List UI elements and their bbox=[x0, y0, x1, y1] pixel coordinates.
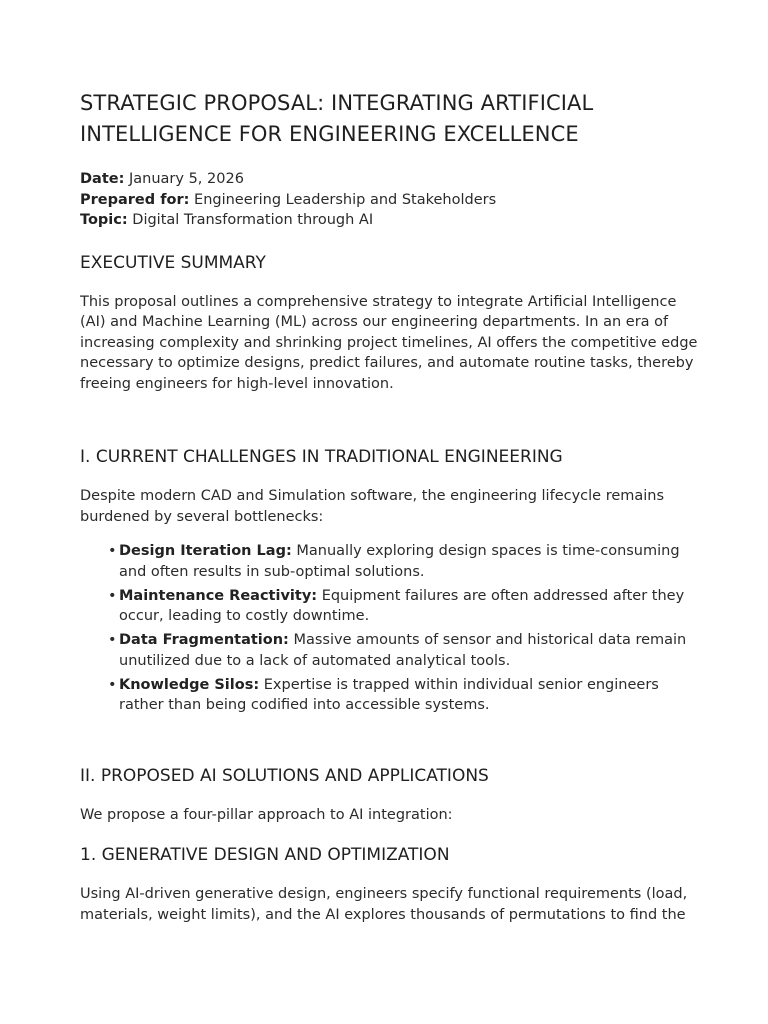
meta-label: Date: bbox=[80, 171, 125, 187]
executive-summary-body: This proposal outlines a comprehensive strategy to integrate Artificial Intelligence (AI) and Machine Learning (ML) across our engineering departments. In an era of increasing complexity and shrinking project timelines, AI offers the competitive edge necessary to optimize designs, predict failures, and automate routine tasks, thereby freeing engineers for high-level innovation. bbox=[80, 293, 698, 392]
section-1-heading: I. CURRENT CHALLENGES IN TRADITIONAL ENGINEERING bbox=[80, 447, 563, 467]
section-2-heading: II. PROPOSED AI SOLUTIONS AND APPLICATIONS bbox=[80, 765, 489, 786]
list-item-term: Knowledge Silos: bbox=[119, 676, 260, 693]
section-1-intro: Despite modern CAD and Simulation software, the engineering lifecycle remains burdened by several bottlenecks: bbox=[80, 488, 665, 525]
subsection-1-body: Using AI-driven generative design, engineers specify functional requirements (load, materials, weight limits), and the AI explores thousands of permutations to find the bbox=[80, 886, 688, 923]
list-item-text: Equipment failures are often addressed after they occur, leading to costly downtime. bbox=[119, 587, 685, 624]
list-item-term: Design Iteration Lag: bbox=[119, 543, 292, 559]
list-item-term: Maintenance Reactivity: bbox=[119, 587, 318, 604]
meta-value: Digital Transformation through AI bbox=[132, 212, 374, 228]
meta-label: Prepared for: bbox=[80, 191, 190, 208]
list-item-text: Expertise is trapped within individual senior engineers rather than being codified into accessible systems. bbox=[119, 676, 659, 713]
meta-value: January 5, 2026 bbox=[129, 171, 244, 187]
list-item: • Maintenance Reactivity: Equipment failures are often addressed after they occur, leading to costly downtime. bbox=[108, 587, 685, 624]
list-item: • Data Fragmentation: Massive amounts of sensor and historical data remain unutilized due to a lack of automated analytical tools. bbox=[108, 632, 687, 669]
list-item: • Knowledge Silos: Expertise is trapped within individual senior engineers rather than being codified into accessible systems. bbox=[108, 676, 659, 713]
subsection-1-heading: 1. GENERATIVE DESIGN AND OPTIMIZATION bbox=[80, 845, 450, 865]
list-item-text: Manually exploring design spaces is time-consuming and often results in sub-optimal solutions. bbox=[119, 543, 680, 580]
meta-topic bbox=[80, 210, 700, 231]
list-item: • Design Iteration Lag: Manually exploring design spaces is time-consuming and often results in sub-optimal solutions. bbox=[108, 543, 680, 580]
meta-value: Engineering Leadership and Stakeholders bbox=[194, 191, 497, 208]
document-title: STRATEGIC PROPOSAL: INTEGRATING ARTIFICIAL INTELLIGENCE FOR ENGINEERING EXCELLENCE bbox=[80, 91, 594, 146]
challenges-list bbox=[80, 541, 700, 716]
document-meta bbox=[80, 169, 700, 231]
meta-date bbox=[80, 169, 700, 190]
list-item-text: Massive amounts of sensor and historical data remain unutilized due to a lack of automated analytical tools. bbox=[119, 632, 687, 669]
meta-label: Topic: bbox=[80, 212, 128, 228]
section-2-intro: We propose a four-pillar approach to AI integration: bbox=[80, 806, 453, 823]
executive-summary-heading: EXECUTIVE SUMMARY bbox=[80, 252, 266, 273]
meta-prepared-for bbox=[80, 190, 700, 211]
list-item-term: Data Fragmentation: bbox=[119, 632, 289, 648]
document-body bbox=[80, 88, 700, 925]
